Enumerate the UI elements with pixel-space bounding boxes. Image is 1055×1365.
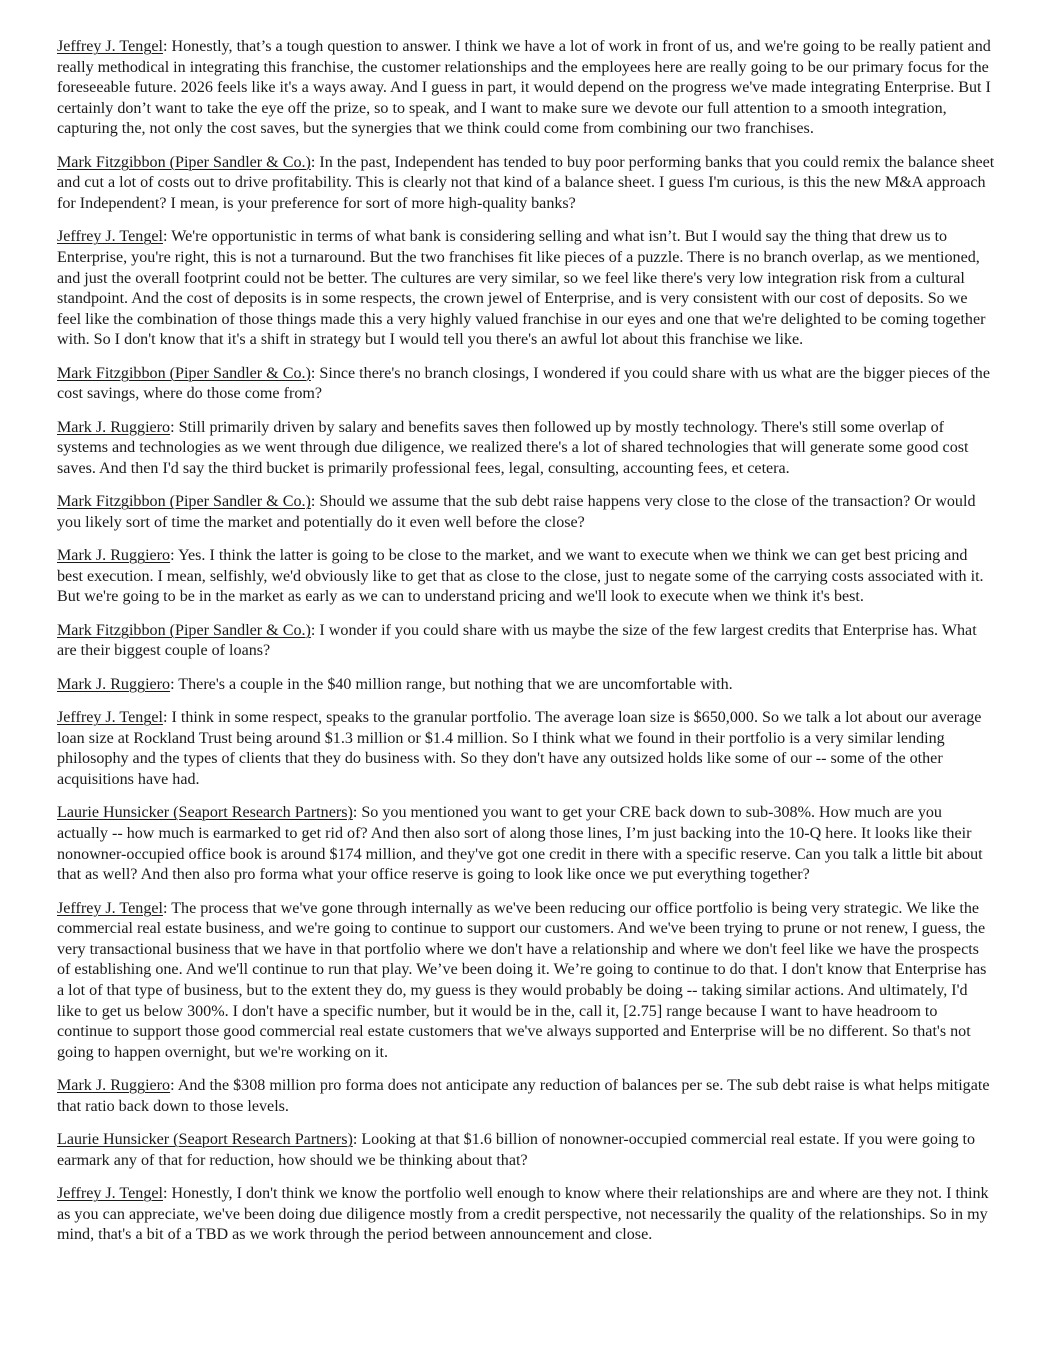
transcript-page <box>57 37 995 1259</box>
speaker-name: Jeffrey J. Tengel <box>57 38 163 55</box>
transcript-paragraph <box>57 1130 995 1171</box>
speaker-name: Mark Fitzgibbon (Piper Sandler & Co.) <box>57 621 311 639</box>
transcript-paragraph <box>57 37 995 140</box>
transcript-paragraph <box>57 492 995 533</box>
paragraph-text: : So you mentioned you want to get your CRE back down to sub-308%. How much are you actually -- how much is earmarked to get rid of? And then also sort of along those lines, I’m just backing into the 10-Q here. It looks like their nonowner-occupied office book is around $174 million, and they've got one credit in there with a specific reserve. Can you talk a little bit about that as well? And then also pro forma what your office reserve is going to look like once we put everything together? <box>57 804 983 884</box>
transcript-paragraph <box>57 418 995 480</box>
speaker-name: Jeffrey J. Tengel <box>57 228 163 246</box>
transcript-paragraph <box>57 803 995 885</box>
paragraph-text: : Yes. I think the latter is going to be close to the market, and we want to execute when we think we can get best pricing and best execution. I mean, selfishly, we'd obviously like to get that as close to the close, just to negate some of the carrying costs associated with it. But we're going to be in the market as early as we can to understand pricing and we'll look to execute when we think it's best. <box>57 547 984 606</box>
speaker-name: Mark J. Ruggiero <box>57 1077 171 1095</box>
paragraph-text: : And the $308 million pro forma does not anticipate any reduction of balances per se. The sub debt raise is what helps mitigate that ratio back down to those levels. <box>57 1077 990 1115</box>
paragraph-text: : Honestly, I don't think we know the portfolio well enough to know where their relationships are and where are they not. I think as you can appreciate, we've been doing due diligence mostly from a credit perspective, not necessarily the quality of the relationships. So in my mind, that's a bit of a TBD as we work through the period between announcement and close. <box>57 1185 989 1244</box>
paragraph-text: : The process that we've gone through internally as we've been reducing our office portfolio is being very strategic. We like the commercial real estate business, and we're going to continue to support our customers. And we've been trying to prune or not renew, I guess, the very transactional business that we have in that portfolio where we don't have a relationship and where we don't feel like we have the prospects of establishing one. And we'll continue to run that play. We’ve been doing it. We’re going to continue to do that. I don't know that Enterprise has a lot of that type of business, but to the extent they do, my guess is they would probably be doing -- taking similar actions. And ultimately, I'd like to get us below 300%. I don't have a specific number, but it would be in the, call it, [2.75] range because I want to have headroom to continue to support those good commercial real estate customers that we've always supported and Enterprise will be no different. So that's not going to happen overnight, but we're working on it. <box>57 899 987 1061</box>
paragraph-text: : We're opportunistic in terms of what bank is considering selling and what isn’t. But I would say the thing that drew us to Enterprise, you're right, this is not a turnaround. But the two franchises fit like pieces of a puzzle. There is no branch overlap, as we mentioned, and just the overall footprint could not be better. The cultures are very similar, so we feel like there's very low integration risk from a cultural standpoint. And the cost of deposits is in some respects, the crown jewel of Enterprise, and is very consistent with our cost of deposits. So we feel like the combination of those things made this a very highly valued franchise in our eyes and one that we're delighted to be coming together with. So I don't know that it's a shift in strategy but I would tell you there's an awful lot about this franchise we like. <box>57 228 986 349</box>
speaker-name: Jeffrey J. Tengel <box>57 709 163 727</box>
speaker-name: Mark Fitzgibbon (Piper Sandler & Co.) <box>57 153 311 171</box>
speaker-name: Jeffrey J. Tengel <box>57 899 163 917</box>
speaker-name: Laurie Hunsicker (Seaport Research Partners) <box>57 1131 353 1149</box>
transcript-paragraph <box>57 675 995 696</box>
speaker-name: Laurie Hunsicker (Seaport Research Partners) <box>57 804 353 822</box>
speaker-name: Mark Fitzgibbon (Piper Sandler & Co.) <box>57 493 311 511</box>
transcript-paragraph <box>57 1184 995 1246</box>
transcript-paragraph <box>57 899 995 1064</box>
paragraph-text: : In the past, Independent has tended to buy poor performing banks that you could remix the balance sheet and cut a lot of costs out to drive profitability. This is clearly not that kind of a balance sheet. I guess I'm curious, is this the new M&A approach for Independent? I mean, is your preference for sort of more high-quality banks? <box>57 153 995 212</box>
paragraph-text: : Should we assume that the sub debt raise happens very close to the close of the transaction? Or would you likely sort of time the market and potentially do it even well before the close? <box>57 493 976 531</box>
paragraph-text: : I think in some respect, speaks to the granular portfolio. The average loan size is $650,000. So we talk a lot about our average loan size at Rockland Trust being around $1.3 million or $1.4 million. So I think what we found in their portfolio is a very similar lending philosophy and the types of clients that they do business with. So they don't have any outsized holds like some of our -- some of the other acquisitions have had. <box>57 709 982 788</box>
transcript-paragraph <box>57 227 995 351</box>
speaker-name: Mark Fitzgibbon (Piper Sandler & Co.) <box>57 364 311 382</box>
speaker-name: Mark J. Ruggiero <box>57 418 171 436</box>
speaker-name: Mark J. Ruggiero <box>57 547 171 565</box>
transcript-paragraph <box>57 364 995 405</box>
paragraph-text: : Since there's no branch closings, I wondered if you could share with us what are the bigger pieces of the cost savings, where do those come from? <box>57 364 990 403</box>
speaker-name: Mark J. Ruggiero <box>57 675 171 693</box>
paragraph-text: : Still primarily driven by salary and benefits saves then followed up by mostly technology. There's still some overlap of systems and technologies as we went through due diligence, we realized there's a lot of shared technologies that will generate some good cost saves. And then I'd say the third bucket is primarily professional fees, legal, consulting, accounting fees, et cetera. <box>57 418 969 477</box>
paragraph-text: : Looking at that $1.6 billion of nonowner-occupied commercial real estate. If you were going to earmark any of that for reduction, how should we be thinking about that? <box>57 1131 976 1169</box>
transcript-paragraph <box>57 621 995 662</box>
transcript-paragraph <box>57 708 995 790</box>
transcript-paragraph <box>57 546 995 608</box>
transcript-paragraph <box>57 153 995 215</box>
transcript-paragraph <box>57 1076 995 1117</box>
paragraph-text: : I wonder if you could share with us maybe the size of the few largest credits that Enterprise has. What are their biggest couple of loans? <box>57 621 977 660</box>
paragraph-text: : Honestly, that’s a tough question to answer. I think we have a lot of work in front of us, and we're going to be really patient and really methodical in integrating this franchise, the customer relationships and the employees here are really going to be our primary focus for the foreseeable future. 2026 feels like it's a ways away. And I guess in part, it would depend on the progress we've made integrating Enterprise. But I certainly don’t want to take the eye off the prize, so to speak, and I want to make sure we devote our full attention to a smooth integration, capturing the, not only the cost saves, but the synergies that we think could come from combining our two franchises. <box>57 38 991 138</box>
speaker-name: Jeffrey J. Tengel <box>57 1185 163 1203</box>
paragraph-text: : There's a couple in the $40 million range, but nothing that we are uncomfortable with. <box>170 675 733 693</box>
